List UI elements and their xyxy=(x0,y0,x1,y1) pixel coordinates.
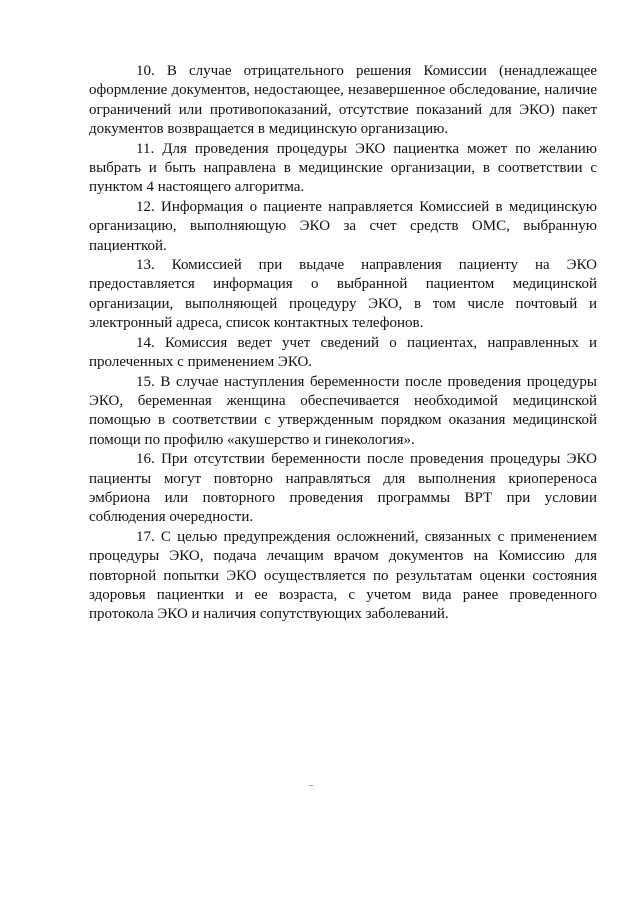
paragraph-14: 14. Комиссия ведет учет сведений о пациентах, направленных и пролеченных с применением ЭКО. xyxy=(89,334,597,371)
paragraph-17: 17. С целью предупреждения осложнений, связанных с применением процедуры ЭКО, подача лечащим врачом документов на Комиссию для повторной попытки ЭКО осуществляется по результатам оценки состояния здоровья пациентки и ее возраста, с учетом вида ранее проведенного протокола ЭКО и наличия сопутствующих заболеваний. xyxy=(89,528,597,623)
paragraph-12: 12. Информация о пациенте направляется Комиссией в медицинскую организацию, выполняющую ЭКО за счет средств ОМС, выбранную пациенткой. xyxy=(89,198,597,254)
document-body xyxy=(89,62,597,625)
paragraph-13: 13. Комиссией при выдаче направления пациенту на ЭКО предоставляется информация о выбранной пациентом медицинской организации, выполняющей процедуру ЭКО, в том числе почтовый и электронный адреса, список контактных телефонов. xyxy=(89,257,597,332)
paragraph-10: 10. В случае отрицательного решения Комиссии (ненадлежащее оформление документов, недостающее, незавершенное обследование, наличие ограничений или противопоказаний, отсутствие показаний для ЭКО) пакет документов возвращается в медицинскую организацию. xyxy=(89,63,597,138)
paragraph-16: 16. При отсутствии беременности после проведения процедуры ЭКО пациенты могут повторно направляться для выполнения криопереноса эмбриона или повторного проведения программы ВРТ при условии соблюдения очередности. xyxy=(89,451,597,526)
paragraph-11: 11. Для проведения процедуры ЭКО пациентка может по желанию выбрать и быть направлена в медицинские организации, в соответствии с пунктом 4 настоящего алгоритма. xyxy=(89,140,597,196)
paragraph-15: 15. В случае наступления беременности после проведения процедуры ЭКО, беременная женщина обеспечивается необходимой медицинской помощью в соответствии с утвержденным порядком оказания медицинской помощи по профилю «акушерство и гинекология». xyxy=(89,373,597,448)
scan-dot-mark xyxy=(309,785,313,786)
